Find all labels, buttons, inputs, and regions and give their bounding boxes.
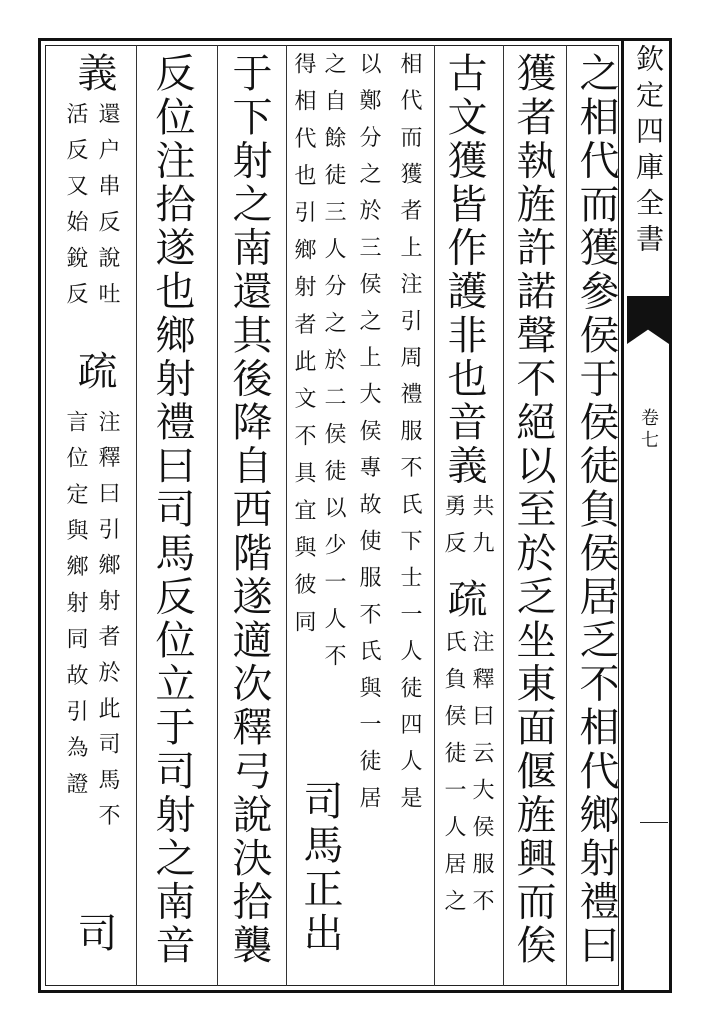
annotation-text: 活反又始銳反: [63, 102, 88, 318]
main-char-si: [70, 912, 118, 972]
annotation-text: 言位定與鄉射同故引為證: [63, 410, 88, 809]
text-column-2: [509, 52, 557, 982]
commentary-right: [94, 102, 120, 342]
column-divider: [286, 45, 287, 986]
column-divider: [434, 45, 435, 986]
shu-label: 疏: [441, 578, 487, 622]
main-char-yi: [70, 52, 118, 104]
main-text: 司馬正出: [297, 780, 343, 956]
text-column-7: [225, 52, 273, 982]
commentary-line-4: [290, 52, 316, 752]
text-column-1: [572, 52, 620, 982]
annotation-text: 注釋曰云大侯服不: [469, 630, 494, 926]
commentary-line-1: [396, 52, 422, 982]
annotation-text: 氏負侯徒一人居之: [441, 630, 466, 926]
annotation-text: 還户串反說吐: [95, 102, 120, 318]
text-column-3: [440, 52, 488, 492]
annotation-text: 勇反: [441, 494, 466, 568]
commentary-left: [440, 494, 466, 574]
shu-label: 疏: [71, 350, 117, 394]
main-text: 古文獲皆作護非也音義: [441, 52, 487, 488]
commentary-left: [62, 102, 88, 342]
commentary-right: [468, 494, 494, 574]
text-column-8: [148, 52, 196, 982]
main-text: 反位注拾遂也鄉射禮曰司馬反位立于司射之南音: [149, 52, 195, 968]
annotation-text: 得相代也引鄉射者此文不具宜與彼同: [291, 52, 316, 648]
column-divider: [217, 45, 218, 986]
commentary-line-3: [320, 52, 346, 842]
column-divider: [503, 45, 504, 986]
shu-marker: [70, 350, 118, 404]
book-title: 欽定四庫全書: [632, 44, 665, 260]
main-text: 司: [71, 912, 117, 956]
main-text: 獲者執旌許諾聲不絕以至於乏坐東面偃旌興而俟: [510, 52, 556, 968]
annotation-text: 共九: [469, 494, 494, 568]
shu-marker: [440, 578, 488, 632]
commentary-line-2: [355, 52, 381, 982]
volume-number: 卷七: [638, 408, 659, 452]
commentary-right: [468, 630, 494, 980]
annotation-text: 注釋曰引鄉射者於此司馬不: [95, 410, 120, 840]
annotation-text: 以鄭分之於三侯之上大侯專故使服不氏與一徒居: [356, 52, 381, 823]
main-text: 義: [71, 52, 117, 96]
column-divider: [136, 45, 137, 986]
annotation-text: 相代而獲者上注引周禮服不氏下士一人徒四人是: [397, 52, 422, 823]
commentary-right: [94, 410, 120, 910]
annotation-text: 之自餘徒三人分之於二侯徒以少一人不: [321, 52, 346, 681]
column-divider: [566, 45, 567, 986]
margin-rule: [640, 822, 668, 823]
main-text: 之相代而獲參侯于侯徒負侯居乏不相代鄉射禮曰: [573, 52, 619, 968]
commentary-left: [62, 410, 88, 870]
main-text: 于下射之南還其後降自西階遂適次釋弓說決拾襲: [226, 52, 272, 968]
main-text-continued: [296, 780, 344, 980]
commentary-left: [440, 630, 466, 980]
